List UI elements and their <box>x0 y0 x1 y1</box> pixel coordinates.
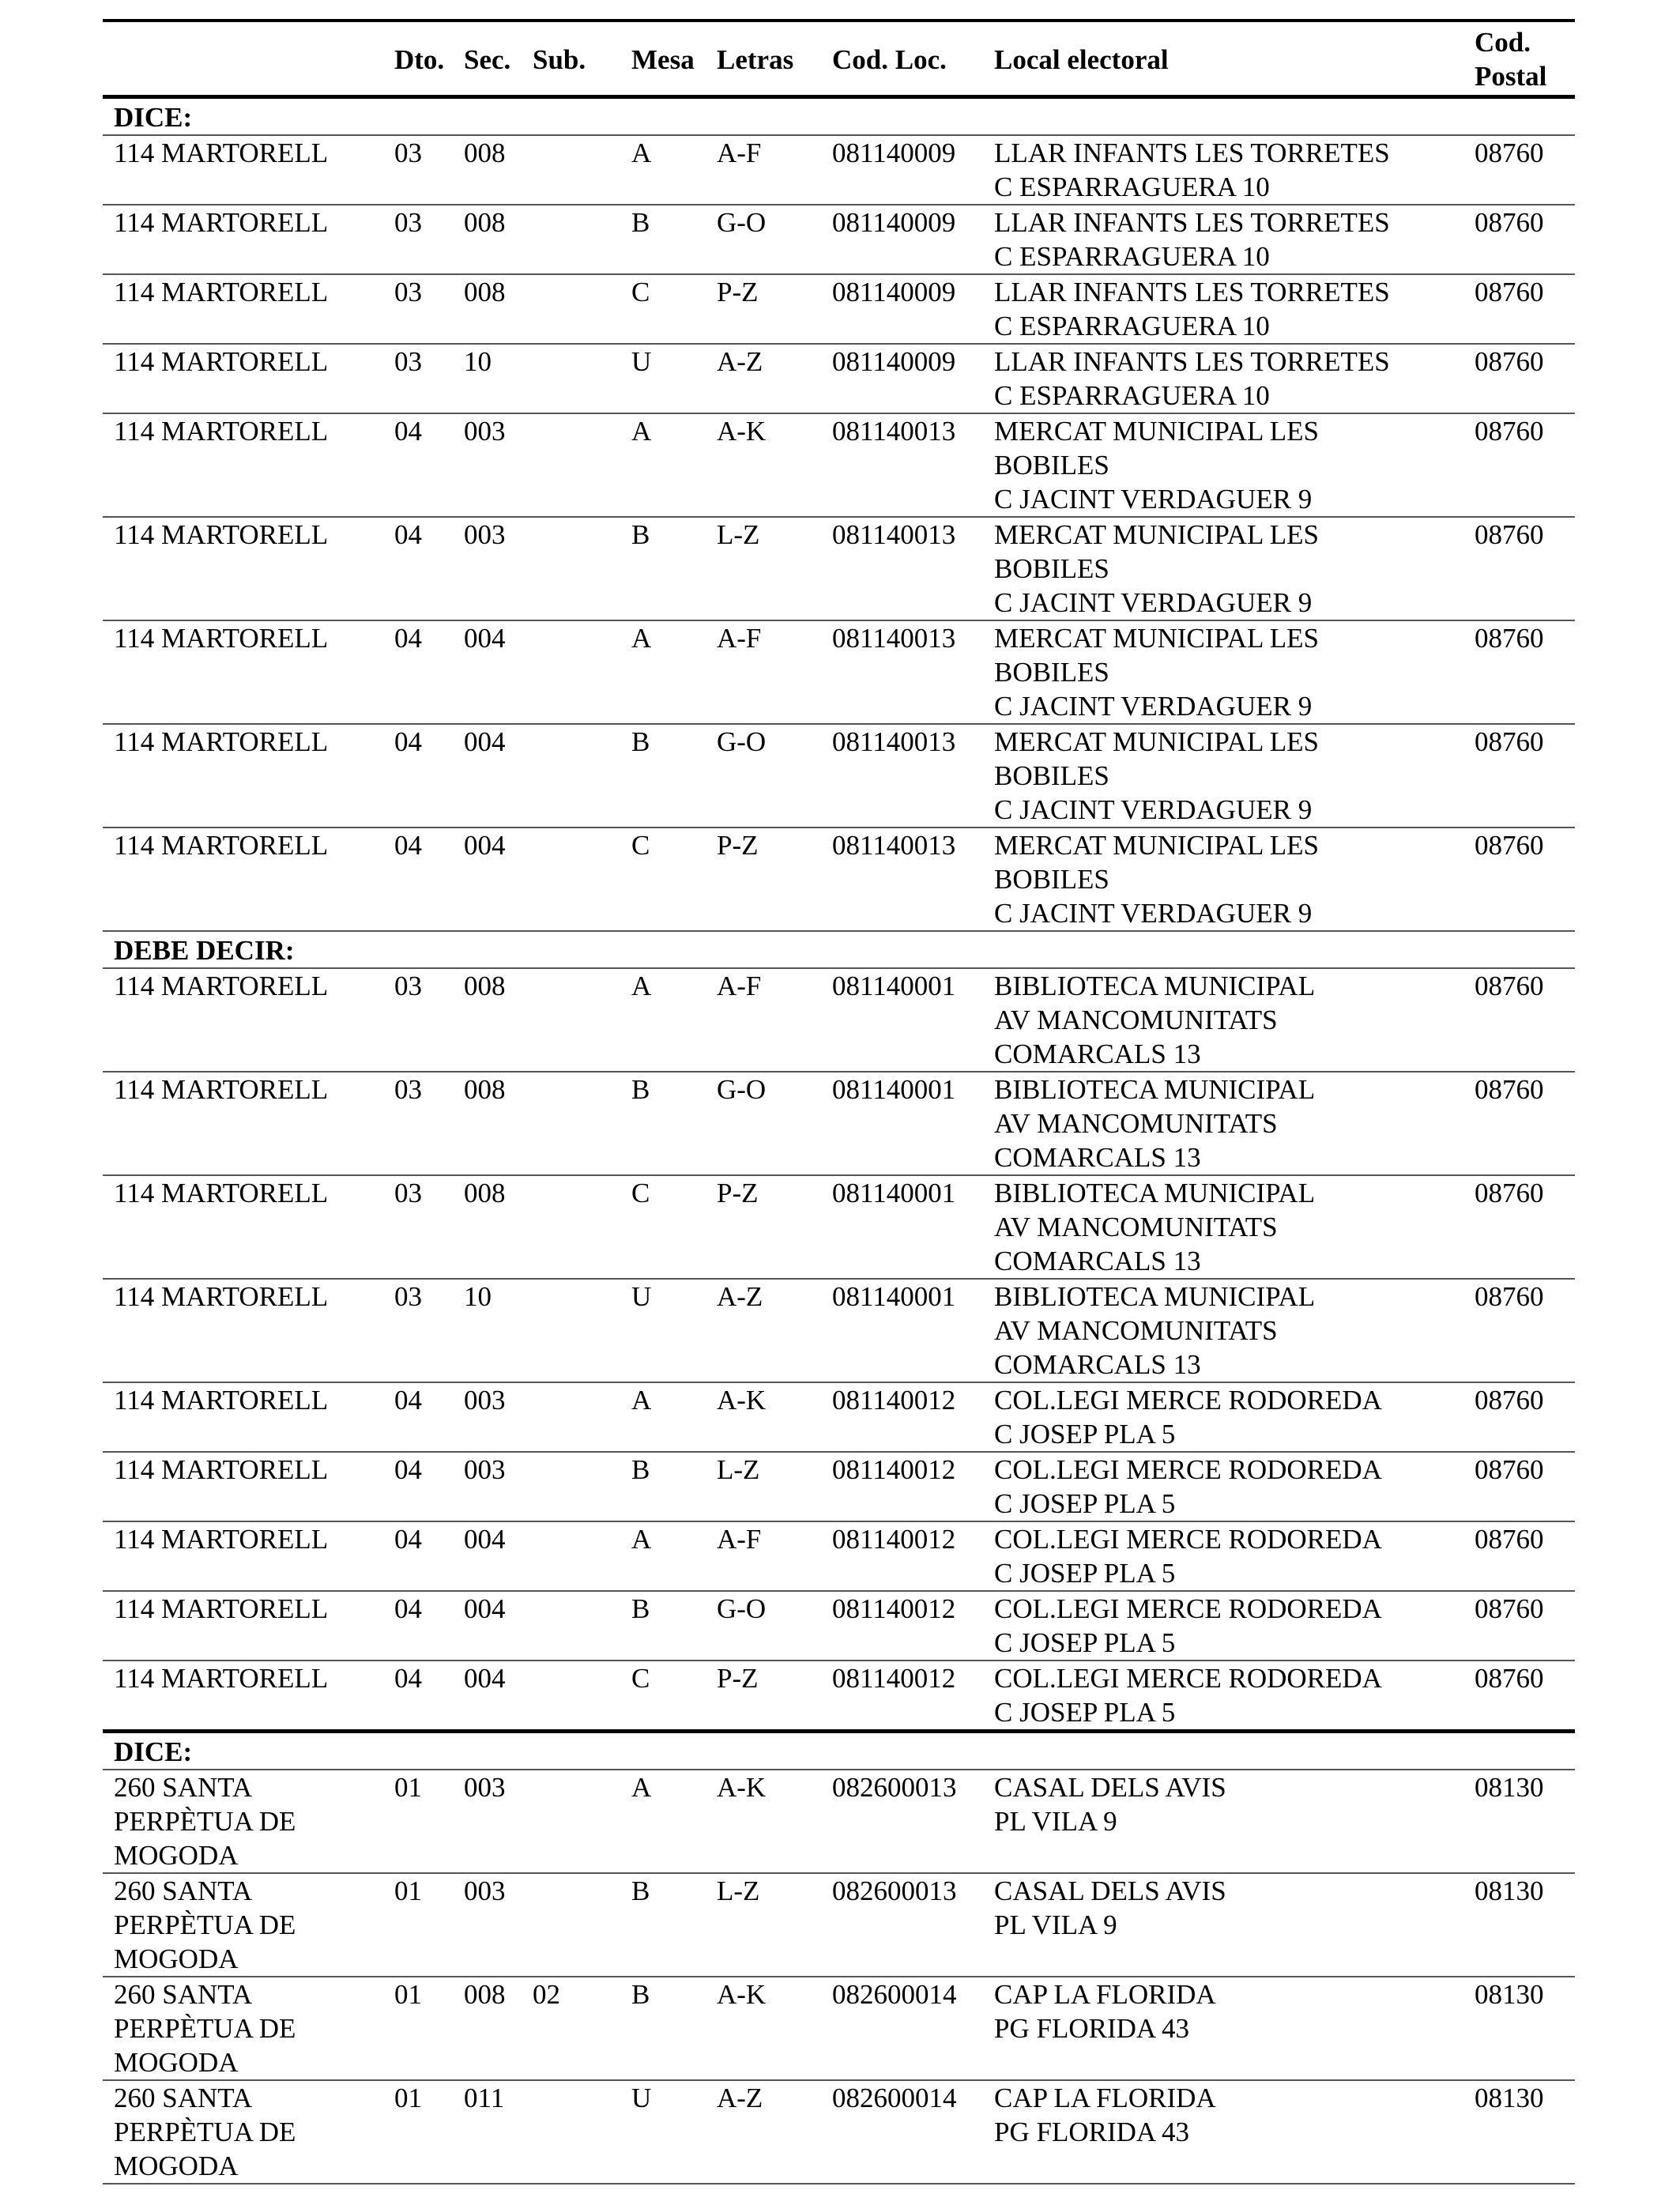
cell-cod-postal: 08760 <box>1475 1074 1544 1105</box>
table-row <box>103 1072 1575 1175</box>
cell-sec: 008 <box>464 207 506 238</box>
cell-sec: 003 <box>464 416 506 447</box>
cell-local-electoral: BIBLIOTECA MUNICIPAL AV MANCOMUNITATS COMARCALS 13 <box>994 1178 1316 1276</box>
cell-sec: 003 <box>464 519 506 550</box>
cell-local-electoral: CAP LA FLORIDA PG FLORIDA 43 <box>994 2083 1216 2147</box>
cell-mesa: B <box>631 1593 650 1624</box>
cell-sec: 004 <box>464 623 506 654</box>
cell-letras: A-F <box>717 138 762 168</box>
cell-municipio: 114 MARTORELL <box>114 971 329 1001</box>
cell-sub <box>522 274 614 344</box>
cell-dto: 04 <box>394 519 422 550</box>
cell-local-electoral: MERCAT MUNICIPAL LES BOBILES C JACINT VERDAGUER 9 <box>994 830 1319 929</box>
cell-letras: A-K <box>717 1979 767 2010</box>
cell-cod-postal: 08760 <box>1475 971 1544 1001</box>
cell-mesa: A <box>631 1385 652 1416</box>
cell-sec: 003 <box>464 1454 506 1485</box>
cell-sub <box>522 1452 614 1521</box>
cell-sub <box>522 205 614 274</box>
cell-municipio: 114 MARTORELL <box>114 138 329 168</box>
cell-local-electoral: COL.LEGI MERCE RODOREDA C JOSEP PLA 5 <box>994 1663 1382 1728</box>
cell-sub <box>522 1279 614 1382</box>
table-row <box>103 135 1575 205</box>
table-row <box>103 413 1575 517</box>
cell-letras: P-Z <box>717 277 759 307</box>
cell-cod-loc: 081140012 <box>832 1385 956 1416</box>
table-header <box>103 21 1575 97</box>
cell-dto: 01 <box>394 1772 422 1803</box>
cell-municipio: 114 MARTORELL <box>114 1178 329 1208</box>
cell-cod-loc: 081140001 <box>832 971 956 1001</box>
cell-municipio: 114 MARTORELL <box>114 1074 329 1105</box>
cell-municipio: 114 MARTORELL <box>114 416 329 447</box>
cell-local-electoral: BIBLIOTECA MUNICIPAL AV MANCOMUNITATS COMARCALS 13 <box>994 1281 1316 1380</box>
cell-cod-postal: 08130 <box>1475 1979 1544 2010</box>
cell-cod-loc: 081140013 <box>832 519 956 550</box>
cell-sub <box>522 724 614 827</box>
cell-municipio: 114 MARTORELL <box>114 830 329 861</box>
cell-local-electoral: COL.LEGI MERCE RODOREDA C JOSEP PLA 5 <box>994 1454 1382 1519</box>
header-dto: Dto. <box>394 43 445 75</box>
cell-cod-postal: 08760 <box>1475 1454 1544 1485</box>
cell-cod-loc: 081140012 <box>832 1454 956 1485</box>
cell-cod-postal: 08760 <box>1475 1281 1544 1312</box>
cell-dto: 04 <box>394 416 422 447</box>
cell-sub <box>522 517 614 620</box>
cell-dto: 03 <box>394 1178 422 1208</box>
cell-mesa: A <box>631 1524 652 1555</box>
cell-sub: 02 <box>533 1979 560 2010</box>
cell-municipio: 260 SANTA PERPÈTUA DE MOGODA <box>114 1875 296 1974</box>
cell-mesa: A <box>631 416 652 447</box>
cell-dto: 03 <box>394 207 422 238</box>
cell-cod-postal: 08760 <box>1475 1178 1544 1208</box>
cell-cod-loc: 082600013 <box>832 1772 957 1803</box>
cell-sec: 10 <box>464 346 492 377</box>
cell-letras: A-K <box>717 1385 767 1416</box>
cell-mesa: B <box>631 519 650 550</box>
cell-cod-loc: 082600014 <box>832 1979 957 2010</box>
table-row <box>103 344 1575 413</box>
cell-sub <box>522 344 614 413</box>
table-row <box>103 1382 1575 1452</box>
cell-municipio: 114 MARTORELL <box>114 726 329 757</box>
cell-sub <box>522 968 614 1072</box>
cell-letras: A-K <box>717 1772 767 1803</box>
cell-dto: 01 <box>394 1875 422 1906</box>
cell-dto: 04 <box>394 1524 422 1555</box>
header-municipio <box>103 21 383 97</box>
cell-cod-postal: 08760 <box>1475 416 1544 447</box>
header-cod-postal: Cod. Postal <box>1475 27 1547 92</box>
section-label-row <box>103 931 1575 968</box>
polling-stations-table <box>103 19 1575 2185</box>
cell-letras: L-Z <box>717 1454 760 1485</box>
cell-mesa: B <box>631 207 650 238</box>
cell-local-electoral: LLAR INFANTS LES TORRETES C ESPARRAGUERA 10 <box>994 207 1390 272</box>
cell-sec: 011 <box>464 2083 505 2113</box>
cell-dto: 04 <box>394 623 422 654</box>
cell-letras: P-Z <box>717 830 759 861</box>
cell-cod-loc: 081140013 <box>832 416 956 447</box>
table-body <box>103 97 1575 2185</box>
cell-sec: 003 <box>464 1772 506 1803</box>
table-row <box>103 724 1575 827</box>
table-row <box>103 827 1575 931</box>
cell-mesa: B <box>631 726 650 757</box>
cell-sub <box>522 1175 614 1279</box>
cell-cod-postal: 08760 <box>1475 207 1544 238</box>
cell-municipio: 114 MARTORELL <box>114 346 329 377</box>
cell-cod-postal: 08760 <box>1475 1593 1544 1624</box>
cell-cod-loc: 081140001 <box>832 1281 956 1312</box>
cell-mesa: C <box>631 1663 650 1694</box>
cell-sub <box>522 1770 614 1873</box>
cell-dto: 03 <box>394 277 422 307</box>
table-row <box>103 2080 1575 2184</box>
cell-local-electoral: COL.LEGI MERCE RODOREDA C JOSEP PLA 5 <box>994 1524 1382 1589</box>
cell-mesa: A <box>631 1772 652 1803</box>
cell-cod-postal: 08130 <box>1475 1875 1544 1906</box>
document-page <box>103 19 1575 2185</box>
cell-cod-postal: 08760 <box>1475 277 1544 307</box>
cell-cod-postal: 08760 <box>1475 623 1544 654</box>
cell-sub <box>522 1661 614 1732</box>
cell-mesa: A <box>631 971 652 1001</box>
cell-sub <box>522 827 614 931</box>
cell-letras: P-Z <box>717 1663 759 1694</box>
cell-cod-postal: 08130 <box>1475 2083 1544 2113</box>
table-row <box>103 1977 1575 2080</box>
cell-cod-postal: 08760 <box>1475 1663 1544 1694</box>
cell-sub <box>522 620 614 724</box>
cell-municipio: 114 MARTORELL <box>114 1385 329 1416</box>
cell-cod-loc: 082600013 <box>832 1875 957 1906</box>
cell-letras: A-Z <box>717 1281 763 1312</box>
cell-letras: A-Z <box>717 346 763 377</box>
header-local-electoral: Local electoral <box>994 43 1169 75</box>
cell-municipio: 114 MARTORELL <box>114 1524 329 1555</box>
cell-cod-postal: 08760 <box>1475 138 1544 168</box>
table-row <box>103 620 1575 724</box>
header-mesa: Mesa <box>631 43 695 75</box>
cell-sub <box>522 2080 614 2184</box>
cell-sec: 004 <box>464 726 506 757</box>
table-row <box>103 205 1575 274</box>
cell-mesa: C <box>631 1178 650 1208</box>
cell-sub <box>522 135 614 205</box>
cell-dto: 03 <box>394 971 422 1001</box>
table-row <box>103 1175 1575 1279</box>
cell-municipio: 260 SANTA PERPÈTUA DE MOGODA <box>114 2083 296 2181</box>
cell-sec: 004 <box>464 1663 506 1694</box>
cell-mesa: B <box>631 1875 650 1906</box>
cell-mesa: B <box>631 1979 650 2010</box>
header-sub: Sub. <box>533 43 586 75</box>
cell-dto: 04 <box>394 830 422 861</box>
table-row <box>103 968 1575 1072</box>
cell-municipio: 260 SANTA PERPÈTUA DE MOGODA <box>114 1772 296 1871</box>
cell-local-electoral: COL.LEGI MERCE RODOREDA C JOSEP PLA 5 <box>994 1385 1382 1449</box>
cell-local-electoral: CAP LA FLORIDA PG FLORIDA 43 <box>994 1979 1216 2044</box>
cell-mesa: U <box>631 2083 652 2113</box>
cell-letras: L-Z <box>717 519 760 550</box>
cell-mesa: B <box>631 1074 650 1105</box>
cell-cod-loc: 081140009 <box>832 346 956 377</box>
cell-cod-loc: 081140001 <box>832 1074 956 1105</box>
cell-cod-loc: 081140013 <box>832 623 956 654</box>
cell-mesa: C <box>631 830 650 861</box>
cell-mesa: A <box>631 138 652 168</box>
cell-letras: A-K <box>717 416 767 447</box>
section-label: DICE: <box>114 102 193 133</box>
cell-letras: G-O <box>717 726 767 757</box>
cell-letras: G-O <box>717 1593 767 1624</box>
cell-cod-loc: 081140009 <box>832 207 956 238</box>
header-letras: Letras <box>717 43 794 75</box>
cell-cod-loc: 081140013 <box>832 830 956 861</box>
cell-municipio: 260 SANTA PERPÈTUA DE MOGODA <box>114 1979 296 2078</box>
cell-cod-loc: 082600014 <box>832 2083 957 2113</box>
cell-cod-loc: 081140012 <box>832 1524 956 1555</box>
cell-letras: L-Z <box>717 1875 760 1906</box>
cell-municipio: 114 MARTORELL <box>114 1454 329 1485</box>
header-sec: Sec. <box>464 43 511 75</box>
cell-sec: 008 <box>464 277 506 307</box>
cell-dto: 03 <box>394 346 422 377</box>
cell-mesa: U <box>631 1281 652 1312</box>
cell-cod-postal: 08760 <box>1475 519 1544 550</box>
cell-letras: G-O <box>717 1074 767 1105</box>
section-label-row <box>103 1732 1575 1770</box>
cell-sec: 004 <box>464 830 506 861</box>
cell-mesa: A <box>631 623 652 654</box>
cell-letras: A-F <box>717 623 762 654</box>
cell-mesa: B <box>631 1454 650 1485</box>
cell-sub <box>522 1521 614 1591</box>
cell-municipio: 114 MARTORELL <box>114 1663 329 1694</box>
table-row <box>103 1452 1575 1521</box>
cell-mesa: U <box>631 346 652 377</box>
cell-sub <box>522 413 614 517</box>
cell-cod-postal: 08130 <box>1475 1772 1544 1803</box>
cell-cod-loc: 081140009 <box>832 277 956 307</box>
cell-sub <box>522 1873 614 1977</box>
cell-cod-postal: 08760 <box>1475 1524 1544 1555</box>
cell-sec: 008 <box>464 1074 506 1105</box>
table-row <box>103 1873 1575 1977</box>
cell-sec: 003 <box>464 1385 506 1416</box>
cell-local-electoral: CASAL DELS AVIS PL VILA 9 <box>994 1875 1226 1940</box>
table-row <box>103 1279 1575 1382</box>
cell-cod-loc: 081140012 <box>832 1593 956 1624</box>
cell-municipio: 114 MARTORELL <box>114 1593 329 1624</box>
cell-dto: 03 <box>394 1074 422 1105</box>
section-label: DEBE DECIR: <box>114 935 295 966</box>
cell-dto: 04 <box>394 1663 422 1694</box>
cell-cod-postal: 08760 <box>1475 1385 1544 1416</box>
table-row <box>103 1661 1575 1732</box>
cell-sec: 008 <box>464 1178 506 1208</box>
cell-local-electoral: BIBLIOTECA MUNICIPAL AV MANCOMUNITATS COMARCALS 13 <box>994 1074 1316 1173</box>
cell-sec: 004 <box>464 1593 506 1624</box>
cell-local-electoral: MERCAT MUNICIPAL LES BOBILES C JACINT VERDAGUER 9 <box>994 519 1319 618</box>
table-row <box>103 517 1575 620</box>
cell-local-electoral: LLAR INFANTS LES TORRETES C ESPARRAGUERA 10 <box>994 138 1390 202</box>
cell-municipio: 114 MARTORELL <box>114 277 329 307</box>
cell-sub <box>522 1382 614 1452</box>
table-row <box>103 274 1575 344</box>
cell-local-electoral: COL.LEGI MERCE RODOREDA C JOSEP PLA 5 <box>994 1593 1382 1658</box>
cell-sec: 004 <box>464 1524 506 1555</box>
cell-local-electoral: MERCAT MUNICIPAL LES BOBILES C JACINT VERDAGUER 9 <box>994 416 1319 515</box>
cell-letras: A-F <box>717 1524 762 1555</box>
cell-cod-postal: 08760 <box>1475 830 1544 861</box>
cell-mesa: C <box>631 277 650 307</box>
cell-municipio: 114 MARTORELL <box>114 207 329 238</box>
cell-municipio: 114 MARTORELL <box>114 623 329 654</box>
cell-letras: P-Z <box>717 1178 759 1208</box>
cell-local-electoral: MERCAT MUNICIPAL LES BOBILES C JACINT VERDAGUER 9 <box>994 726 1319 825</box>
cell-dto: 04 <box>394 726 422 757</box>
cell-cod-loc: 081140009 <box>832 138 956 168</box>
cell-municipio: 114 MARTORELL <box>114 1281 329 1312</box>
cell-dto: 01 <box>394 1979 422 2010</box>
cell-letras: A-Z <box>717 2083 763 2113</box>
cell-dto: 04 <box>394 1385 422 1416</box>
cell-dto: 04 <box>394 1593 422 1624</box>
cell-dto: 04 <box>394 1454 422 1485</box>
cell-sec: 008 <box>464 971 506 1001</box>
table-row <box>103 1591 1575 1661</box>
cell-sub <box>522 1072 614 1175</box>
cell-cod-loc: 081140001 <box>832 1178 956 1208</box>
cell-sec: 10 <box>464 1281 492 1312</box>
cell-local-electoral: LLAR INFANTS LES TORRETES C ESPARRAGUERA 10 <box>994 277 1390 341</box>
cell-sec: 003 <box>464 1875 506 1906</box>
cell-sub <box>522 1591 614 1661</box>
cell-local-electoral: LLAR INFANTS LES TORRETES C ESPARRAGUERA 10 <box>994 346 1390 411</box>
cell-cod-loc: 081140012 <box>832 1663 956 1694</box>
cell-local-electoral: CASAL DELS AVIS PL VILA 9 <box>994 1772 1226 1837</box>
section-label-row <box>103 97 1575 136</box>
table-row <box>103 1521 1575 1591</box>
cell-sec: 008 <box>464 138 506 168</box>
cell-letras: G-O <box>717 207 767 238</box>
cell-cod-postal: 08760 <box>1475 726 1544 757</box>
cell-municipio: 114 MARTORELL <box>114 519 329 550</box>
cell-dto: 01 <box>394 2083 422 2113</box>
cell-cod-loc: 081140013 <box>832 726 956 757</box>
cell-dto: 03 <box>394 138 422 168</box>
cell-cod-postal: 08760 <box>1475 346 1544 377</box>
cell-sec: 008 <box>464 1979 506 2010</box>
cell-local-electoral: BIBLIOTECA MUNICIPAL AV MANCOMUNITATS COMARCALS 13 <box>994 971 1316 1069</box>
section-label: DICE: <box>114 1736 193 1767</box>
cell-local-electoral: MERCAT MUNICIPAL LES BOBILES C JACINT VERDAGUER 9 <box>994 623 1319 722</box>
header-cod-loc: Cod. Loc. <box>832 43 947 75</box>
table-row <box>103 1770 1575 1873</box>
cell-letras: A-F <box>717 971 762 1001</box>
cell-dto: 03 <box>394 1281 422 1312</box>
